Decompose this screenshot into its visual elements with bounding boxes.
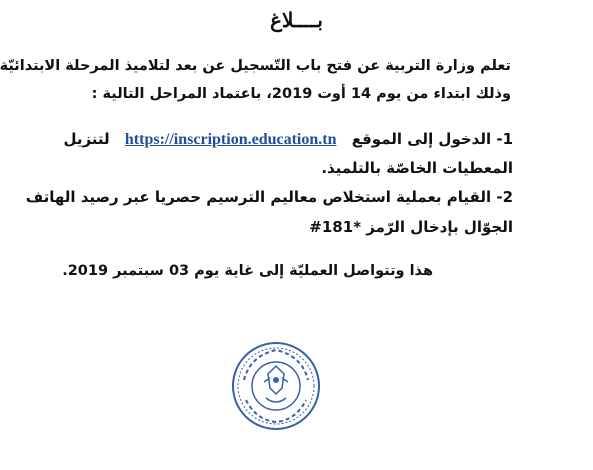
step-2-continuation: الجوّال بإدخال الرّمز *181# <box>309 218 513 236</box>
intro-line-1: تعلم وزارة التربية عن فتح باب التّسجيل عن بعد لتلاميذ المرحلة الابتدائيّة <box>0 58 511 74</box>
registration-link[interactable]: https://inscription.education.tn <box>124 131 337 148</box>
step-2: 2- القيام بعملية استخلاص معاليم الترسيم حصريا عبر رصيد الهاتف <box>25 188 513 206</box>
intro-line-2: وذلك ابتداء من يوم 14 أوت 2019، باعتماد المراحل التالية : <box>91 86 511 102</box>
ministry-seal <box>230 340 322 432</box>
step-1 <box>63 130 513 149</box>
title-text: بــــلاغ <box>270 8 323 32</box>
step-1-suffix: لتنزيل <box>63 130 110 148</box>
document-title <box>0 8 593 32</box>
step-1-continuation: المعطيات الخاصّة بالتلميذ. <box>321 159 513 177</box>
closing-note: هذا وتتواصل العمليّة إلى غاية يوم 03 سبتمبر 2019. <box>62 263 433 279</box>
step-1-prefix: 1- الدخول إلى الموقع <box>351 130 513 148</box>
